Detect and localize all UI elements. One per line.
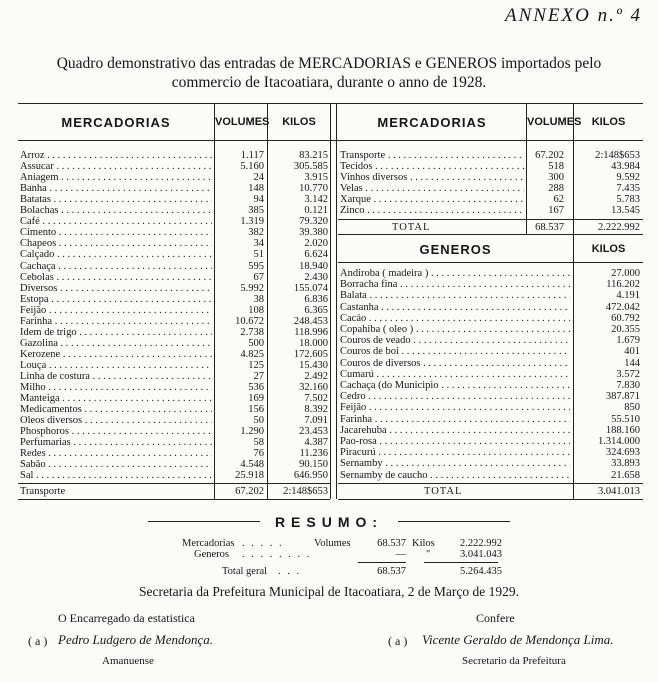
right-sig-prefix: ( a ): [388, 634, 408, 648]
item-name: Feijão . . .: [340, 402, 570, 414]
item-kilos: 7.091: [304, 415, 328, 427]
item-name: Castanha . . .: [340, 302, 570, 314]
item-volumes: 595: [248, 260, 264, 272]
item-kilos: 248.453: [293, 315, 328, 327]
resumo-rule-right: [398, 521, 510, 522]
item-name: Oleos diversos . . .: [20, 415, 212, 427]
item-kilos: 2:148$653: [595, 150, 640, 161]
generos-header-rule: [338, 262, 643, 263]
item-name: Feijão . . .: [20, 305, 212, 317]
item-kilos: 21.658: [611, 469, 640, 481]
item-volumes: 58: [253, 437, 264, 449]
item-kilos: 118.996: [294, 326, 328, 338]
item-volumes: 1.117: [240, 150, 264, 161]
item-kilos: 27.000: [611, 268, 640, 279]
item-name: Piracurú . . .: [340, 447, 570, 459]
item-volumes: 125: [248, 359, 264, 371]
header-kilos-generos: KILOS: [591, 243, 626, 255]
item-kilos: 387.871: [605, 391, 640, 403]
item-volumes: 167: [548, 205, 564, 217]
item-name: Batatas . . .: [20, 194, 212, 206]
item-name: Louça . . .: [20, 360, 212, 372]
item-kilos: 188.160: [605, 424, 640, 436]
item-kilos: 11.236: [299, 448, 328, 460]
item-name: Calçado . . .: [20, 249, 212, 261]
item-kilos: 15.430: [299, 359, 328, 371]
item-name: Chapeos . . .: [20, 238, 212, 250]
generos-table-row: [340, 290, 643, 302]
generos-table-row: [340, 425, 643, 437]
item-volumes: 62: [553, 194, 564, 206]
item-kilos: 32.160: [299, 382, 328, 394]
item-name: Kerozene . . .: [20, 349, 212, 361]
item-kilos: 305.585: [293, 161, 328, 173]
item-kilos: 7.830: [616, 380, 640, 391]
item-kilos: 6.624: [304, 249, 328, 261]
item-volumes: 536: [248, 382, 264, 394]
item-name: Couros de diversos . . .: [340, 358, 570, 370]
item-name: Cumarú . . .: [340, 369, 570, 381]
item-volumes: 382: [248, 227, 264, 239]
generos-table-row: [340, 369, 643, 381]
secretaria-line: Secretaria da Prefeitura Municipal de Itacoatiara, 2 de Março de 1929.: [138, 584, 520, 599]
merc-total-kilos: 2.222.992: [598, 222, 640, 233]
item-kilos: 646.950: [293, 470, 328, 482]
left-table-row: [20, 470, 330, 482]
item-kilos: 1.314.000: [598, 436, 640, 447]
left-sig-title: Amanuense: [102, 655, 154, 667]
header-mercadorias-right: MERCADORIAS: [377, 115, 487, 130]
item-volumes: 10.672: [235, 315, 264, 327]
resumo-volumes-mercadorias: 68.537: [377, 538, 406, 549]
generos-total-row: [340, 486, 643, 498]
generos-table-row: [340, 313, 643, 325]
item-name: Perfumarias . . .: [20, 437, 212, 449]
left-bottom-rule: [18, 499, 330, 500]
item-name: Couros de boi . . .: [340, 346, 570, 358]
generos-table-row: [340, 458, 643, 470]
item-volumes: 2.738: [240, 326, 264, 338]
item-kilos: 401: [624, 346, 640, 358]
item-kilos: 8.392: [304, 404, 328, 416]
left-sig-role: O Encarregado da estatistica: [58, 611, 195, 625]
item-kilos: 5.783: [616, 194, 640, 206]
item-volumes: 4.548: [240, 459, 264, 471]
item-name: Manteiga . . .: [20, 393, 212, 405]
item-kilos: 3.142: [304, 194, 328, 206]
left-transporte-label: Transporte: [20, 486, 66, 497]
item-name: Assucar . . .: [20, 161, 212, 173]
generos-table-row: [340, 335, 643, 347]
resumo-rule-left: [148, 521, 260, 522]
item-kilos: 43.984: [611, 161, 640, 173]
right-bottom-rule: [338, 499, 643, 500]
left-total-rule: [18, 483, 330, 484]
item-name: Arroz . . .: [20, 150, 212, 162]
item-kilos: 23.453: [299, 426, 328, 438]
generos-table-row: [340, 358, 643, 370]
header-generos: GENEROS: [419, 242, 492, 257]
item-name: Velas . . .: [340, 183, 524, 195]
item-kilos: 324.693: [605, 447, 640, 459]
item-kilos: 155.074: [293, 282, 328, 294]
generos-table-row: [340, 414, 643, 426]
resumo-volumes-total: 68.537: [377, 566, 406, 577]
item-kilos: 20.355: [611, 324, 640, 335]
header-volumes-left: VOLUMES: [215, 116, 270, 128]
item-name: Cedro . . .: [340, 391, 570, 403]
resumo-kilos-total: 5.264.435: [460, 566, 502, 577]
item-kilos: 79.320: [299, 216, 328, 228]
item-name: Sernamby de caucho . . .: [340, 470, 570, 482]
item-name: Balata . . .: [340, 290, 570, 302]
resumo-unit-kilos: Kilos: [412, 538, 435, 549]
generos-total-label: TOTAL: [424, 486, 463, 497]
item-name: Zinco . . .: [340, 205, 524, 217]
item-name: Idem de trigo . . .: [20, 327, 212, 339]
item-kilos: 0.121: [304, 205, 328, 217]
generos-total-rule: [338, 483, 643, 484]
title-line-2: commercio de Itacoatiara, durante o anno de 1928.: [171, 74, 487, 91]
generos-table-row: [340, 380, 643, 392]
header-kilos-right: KILOS: [591, 116, 626, 128]
item-kilos: 9.592: [616, 172, 640, 184]
item-name: Tecidos . . .: [340, 161, 524, 173]
item-kilos: 55.510: [611, 413, 640, 425]
item-kilos: 18.940: [299, 260, 328, 272]
resumo-label-total: Total geral: [222, 566, 268, 577]
item-volumes: 51: [253, 249, 264, 261]
generos-top-rule: [338, 234, 643, 235]
item-kilos: 18.000: [299, 337, 328, 349]
item-name: Redes . . .: [20, 448, 212, 460]
item-name: Banha . . .: [20, 183, 212, 195]
item-name: Café . . .: [20, 216, 212, 228]
annex-label: ANNEXO n.º 4: [504, 5, 642, 26]
item-kilos: 116.202: [606, 279, 640, 291]
merc-total-volumes: 68.537: [535, 222, 564, 233]
item-name: Linha de costura . . .: [20, 371, 212, 383]
item-name: Sal . . .: [20, 470, 212, 482]
item-name: Sernamby . . .: [340, 458, 570, 470]
merc-total-row: [340, 222, 643, 234]
generos-table-row: [340, 324, 643, 336]
generos-table-row: [340, 346, 643, 358]
left-transporte-kilos: 2:148$653: [283, 486, 328, 497]
item-volumes: 300: [548, 172, 564, 184]
item-name: Gazolina . . .: [20, 338, 212, 350]
item-name: Cimento . . .: [20, 227, 212, 239]
item-kilos: 90.150: [299, 459, 328, 471]
item-volumes: 50: [253, 415, 264, 427]
resumo-kilos-mercadorias: 2.222.992: [460, 538, 502, 549]
item-name: Borracha fina . . .: [340, 279, 570, 291]
item-name: Sabão . . .: [20, 459, 212, 471]
item-volumes: 1.319: [240, 216, 264, 228]
resumo-dots-3: . . .: [278, 566, 302, 577]
item-volumes: 4.825: [240, 348, 264, 360]
merc-total-rule: [338, 219, 643, 220]
resumo-kilos-generos: 3.041.043: [460, 549, 502, 560]
item-volumes: 385: [248, 205, 264, 217]
item-name: Aniagem . . .: [20, 172, 212, 184]
item-kilos: 33.893: [611, 458, 640, 470]
item-kilos: 83.215: [299, 150, 328, 161]
header-volumes-right: VOLUMES: [527, 116, 582, 128]
header-kilos-left: KILOS: [282, 116, 316, 128]
item-kilos: 6.365: [304, 304, 328, 316]
resumo-title: RESUMO:: [274, 514, 384, 530]
item-kilos: 172.605: [293, 348, 328, 360]
resumo-dots-2: . . . . . . . .: [242, 549, 312, 560]
left-sig-name: Pedro Ludgero de Mendonça.: [58, 632, 214, 647]
generos-table-row: [340, 391, 643, 403]
item-name: Pao-rosa . . .: [340, 436, 570, 448]
item-volumes: 156: [248, 404, 264, 416]
generos-table-row: [340, 470, 643, 482]
item-volumes: 38: [253, 293, 264, 305]
item-kilos: 850: [624, 402, 640, 414]
center-double-rule-a: [330, 103, 331, 499]
item-volumes: 518: [548, 161, 564, 173]
item-name: Estopa . . .: [20, 294, 212, 306]
item-volumes: 108: [248, 304, 264, 316]
resumo-label-generos: Generos: [194, 549, 229, 560]
resumo-volumes-generos: —: [395, 549, 406, 560]
resumo-dots-1: . . . . .: [242, 538, 284, 549]
item-name: Farinha . . .: [20, 316, 212, 328]
item-name: Medicamentos . . .: [20, 404, 212, 416]
item-kilos: 4.191: [616, 290, 640, 302]
left-transporte-volumes: 67.202: [235, 486, 264, 497]
item-name: Couros de veado . . .: [340, 335, 570, 347]
item-volumes: 288: [548, 183, 564, 195]
generos-table-row: [340, 279, 643, 291]
generos-table-row: [340, 268, 643, 280]
generos-table-row: [340, 402, 643, 414]
right-sig-name: Vicente Geraldo de Mendonça Lima.: [422, 632, 614, 647]
item-name: Cachaça (do Municipio . . .: [340, 380, 570, 392]
title-line-1: Quadro demonstrativo das entradas de MERCADORIAS e GENEROS importados pelo: [56, 55, 602, 72]
item-volumes: 5.160: [240, 161, 264, 173]
item-kilos: 3.572: [616, 368, 640, 380]
item-kilos: 2.020: [304, 238, 328, 250]
item-kilos: 2.430: [304, 271, 328, 283]
item-name: Milho . . .: [20, 382, 212, 394]
item-name: Copahiba ( oleo ) . . .: [340, 324, 570, 336]
generos-total-kilos: 3.041.013: [598, 486, 640, 497]
generos-table-row: [340, 447, 643, 459]
item-kilos: 7.502: [304, 393, 328, 405]
item-volumes: 67.202: [535, 150, 564, 161]
item-kilos: 10.770: [299, 183, 328, 195]
merc-total-label: TOTAL: [392, 222, 431, 233]
item-name: Jacarehuba . . .: [340, 425, 570, 437]
item-name: Diversos . . .: [20, 283, 212, 295]
item-kilos: 1.679: [616, 335, 640, 347]
item-volumes: 500: [248, 337, 264, 349]
item-kilos: 3.915: [304, 172, 328, 184]
item-name: Cachaça . . .: [20, 261, 212, 273]
item-name: Vinhos diversos . . .: [340, 172, 524, 184]
right-sig-title: Secretario da Prefeitura: [462, 655, 566, 667]
item-volumes: 5.992: [240, 282, 264, 294]
item-name: Bolachas . . .: [20, 205, 212, 217]
resumo-label-mercadorias: Mercadorias: [182, 538, 235, 549]
item-kilos: 13.545: [611, 205, 640, 217]
item-volumes: 25.918: [235, 470, 264, 482]
item-name: Cebolas . . .: [20, 272, 212, 284]
resumo-kilos-rule: [424, 562, 498, 563]
header-mercadorias-left: MERCADORIAS: [61, 115, 171, 130]
right-table-row: [340, 205, 643, 217]
item-volumes: 1.290: [240, 426, 264, 438]
item-volumes: 94: [253, 194, 264, 206]
item-kilos: 6.836: [304, 293, 328, 305]
resumo-unit-volumes: Volumes: [314, 538, 351, 549]
item-name: Xarque . . .: [340, 194, 524, 206]
item-volumes: 34: [253, 238, 264, 250]
resumo-ditto: ": [426, 549, 431, 560]
item-name: Farinha . . .: [340, 414, 570, 426]
generos-table-row: [340, 302, 643, 314]
right-sig-role: Confere: [476, 611, 515, 625]
item-volumes: 24: [253, 172, 264, 184]
generos-table-row: [340, 436, 643, 448]
item-kilos: 7.435: [616, 183, 640, 195]
item-name: Andiroba ( madeira ) . . .: [340, 268, 570, 280]
item-kilos: 144: [624, 357, 640, 369]
item-kilos: 39.380: [299, 227, 328, 239]
item-name: Transporte . . .: [340, 150, 524, 162]
item-volumes: 27: [253, 371, 264, 382]
center-double-rule-b: [336, 103, 337, 499]
left-sig-prefix: ( a ): [28, 634, 48, 648]
item-name: Cacáo . . .: [340, 313, 570, 325]
item-volumes: 148: [248, 183, 264, 195]
resumo-volumes-rule: [358, 562, 406, 563]
item-name: Phosphoros . . .: [20, 426, 212, 438]
item-volumes: 76: [253, 448, 264, 460]
left-transporte-row: [20, 486, 330, 498]
item-kilos: 472.042: [605, 301, 640, 313]
item-volumes: 169: [248, 393, 264, 405]
item-kilos: 2.492: [304, 371, 328, 382]
item-kilos: 4.387: [304, 437, 328, 449]
item-volumes: 67: [253, 271, 264, 283]
item-kilos: 60.792: [611, 312, 640, 324]
